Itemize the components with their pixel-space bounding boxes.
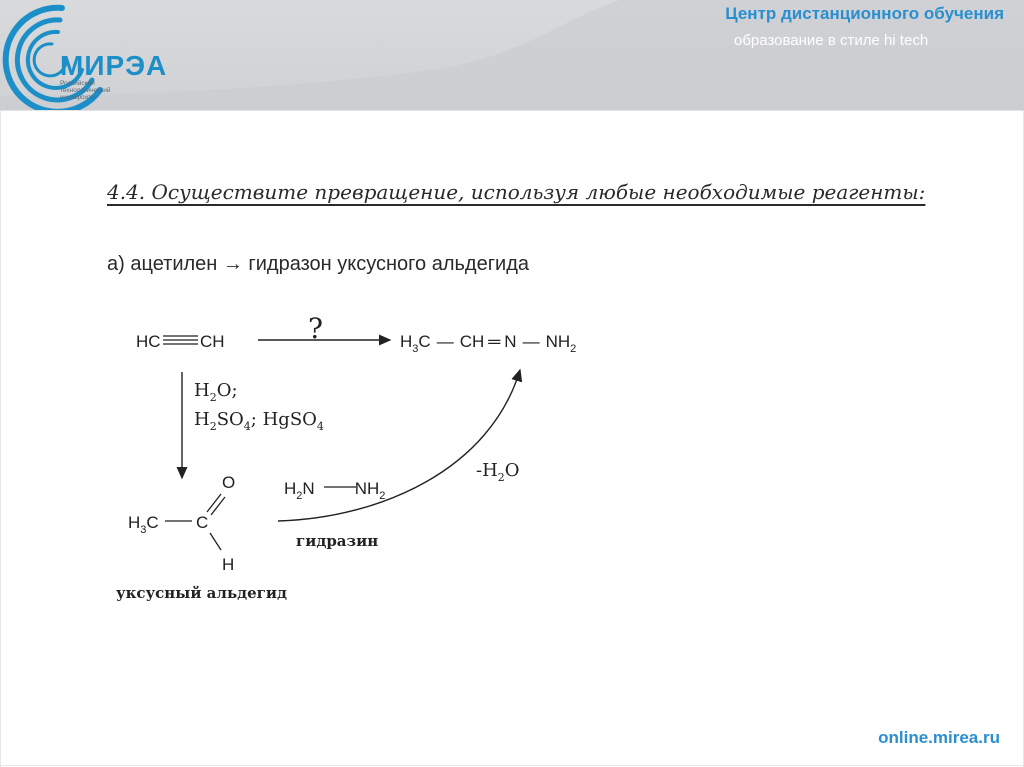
aldehyde-h3c: $H_3C$: [128, 513, 159, 536]
reagent-water: $H_2O$;: [194, 380, 238, 404]
task-subheading: а) ацетилен → гидразон уксусного альдегида: [107, 253, 529, 275]
aldehyde-hydrogen: H: [222, 555, 235, 574]
condensation-arrow: [278, 370, 520, 521]
acetylene-hc: HC: [136, 332, 161, 351]
logo-subtitle: Российский технологический университет: [60, 80, 111, 101]
center-title: Центр дистанционного обучения: [725, 4, 1004, 23]
aldehyde-oxygen: O: [222, 473, 236, 492]
logo-name: МИРЭА: [60, 50, 168, 81]
triple-bond: [163, 336, 198, 344]
acetylene-ch: CH: [200, 332, 225, 351]
aldehyde-name: уксусный альдегид: [116, 584, 287, 602]
reagent-acids: $H_2SO_4$; HgSO$_4$: [194, 409, 324, 433]
product-formula: $H_3C$ — CH ═ N — $NH_2$: [400, 332, 577, 355]
question-mark: ?: [308, 312, 324, 345]
footer-url: online.mirea.ru: [878, 728, 1000, 747]
water-loss-label: $-H_2O$: [476, 460, 520, 484]
aldehyde-carbon: C: [196, 513, 209, 532]
task-heading: 4.4. Осуществите превращение, используя любые необходимые реагенты:: [107, 180, 926, 204]
aldehyde-bond-c-h: [210, 533, 221, 550]
aldehyde-double-bond: [207, 494, 225, 515]
hydrazine-formula: $H_2N$ $NH_2$: [284, 479, 386, 502]
center-subtitle: образование в стиле hi tech: [734, 32, 929, 49]
hydrazine-name: гидразин: [296, 532, 379, 550]
